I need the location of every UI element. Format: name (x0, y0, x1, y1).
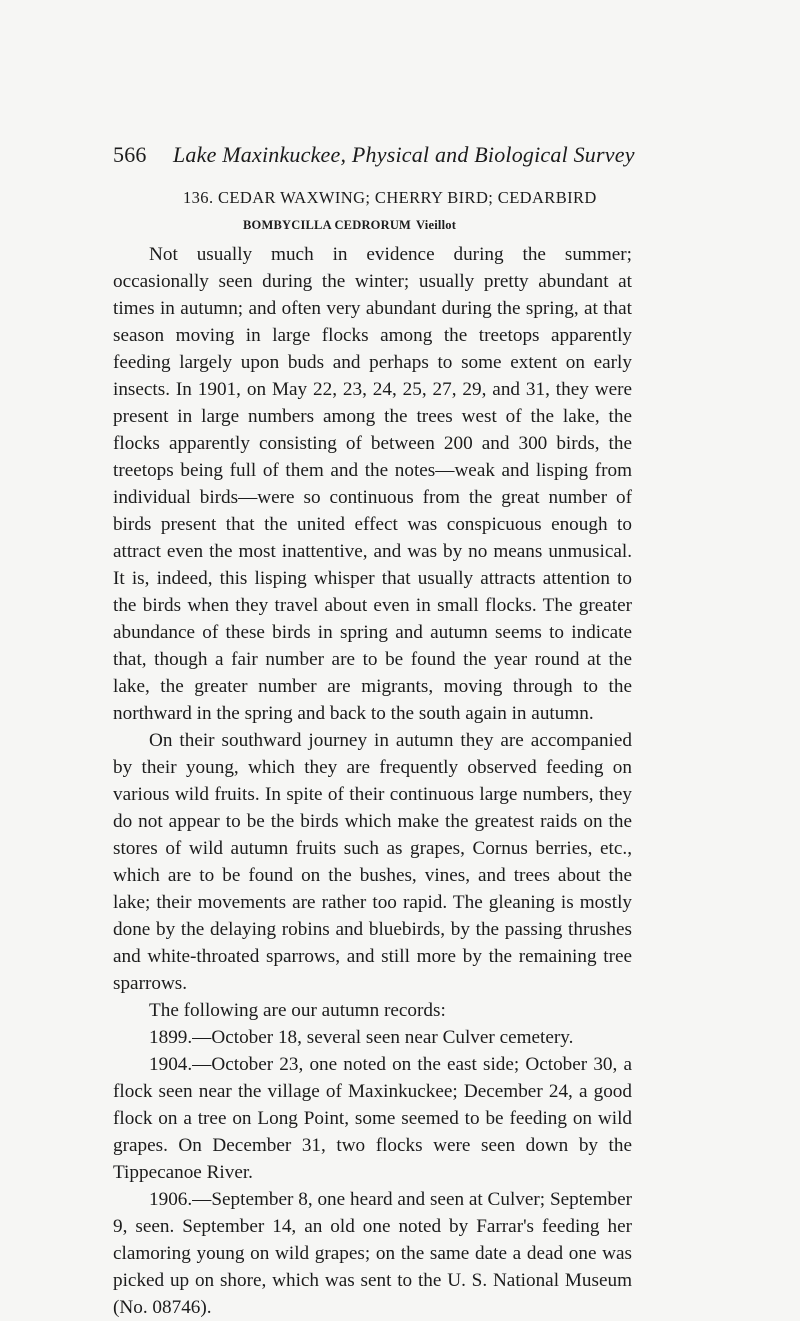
page-number: 566 (113, 142, 147, 167)
book-title: Lake Maxinkuckee, Physical and Biological Survey (173, 142, 635, 167)
article-body (113, 241, 632, 1321)
paragraph-southward-journey: On their southward journey in autumn they are accompanied by their young, which they are frequently observed feeding on various wild fruits. In spite of their continuous large numbers, they do not appear to be the birds which make the greatest raids on the stores of wild autumn fruits such as grapes, Cornus berries, etc., which are to be found on the bushes, vines, and trees about the lake; their movements are rather too rapid. The gleaning is mostly done by the delaying robins and bluebirds, by the passing thrushes and white-throated sparrows, and still more by the remaining tree sparrows. (113, 730, 632, 994)
species-heading: 136. CEDAR WAXWING; CHERRY BIRD; CEDARBIRD (183, 188, 597, 207)
paragraph-record-1904: 1904.—October 23, one noted on the east side; October 30, a flock seen near the village of Maxinkuckee; December 24, a good flock on a tree on Long Point, some seemed to be feeding on wild grapes. On December 31, two flocks were seen down by the Tippecanoe River. (113, 1054, 632, 1183)
running-head (113, 142, 633, 168)
scientific-name: BOMBYCILLA CEDRORUM (243, 218, 412, 232)
paragraph-record-1906: 1906.—September 8, one heard and seen at Culver; September 9, seen. September 14, an old one noted by Farrar's feeding her clamoring young on wild grapes; on the same date a dead one was picked up on shore, which was sent to the U. S. National Museum (No. 08746). (113, 1189, 632, 1318)
paragraph-record-1899: 1899.—October 18, several seen near Culver cemetery. (149, 1027, 574, 1048)
scientific-name-line (243, 218, 456, 233)
paragraph-records-intro: The following are our autumn records: (149, 1000, 446, 1021)
paragraph-abundance: Not usually much in evidence during the summer; occasionally seen during the winter; usually pretty abundant at times in autumn; and often very abundant during the spring, at that season moving in large flocks among the treetops apparently feeding largely upon buds and perhaps to some extent on early insects. In 1901, on May 22, 23, 24, 25, 27, 29, and 31, they were present in large numbers among the trees west of the lake, the flocks apparently consisting of between 200 and 300 birds, the treetops being full of them and the notes—weak and lisping from individual birds—were so continuous from the great number of birds present that the united effect was conspicuous enough to attract even the most inattentive, and was by no means unmusical. It is, indeed, this lisping whisper that usually attracts attention to the birds when they travel about even in small flocks. The greater abundance of these birds in spring and autumn seems to indicate that, though a fair number are to be found the year round at the lake, the greater number are migrants, moving through to the northward in the spring and back to the south again in autumn. (113, 244, 632, 724)
species-authority: Vieillot (416, 218, 457, 232)
